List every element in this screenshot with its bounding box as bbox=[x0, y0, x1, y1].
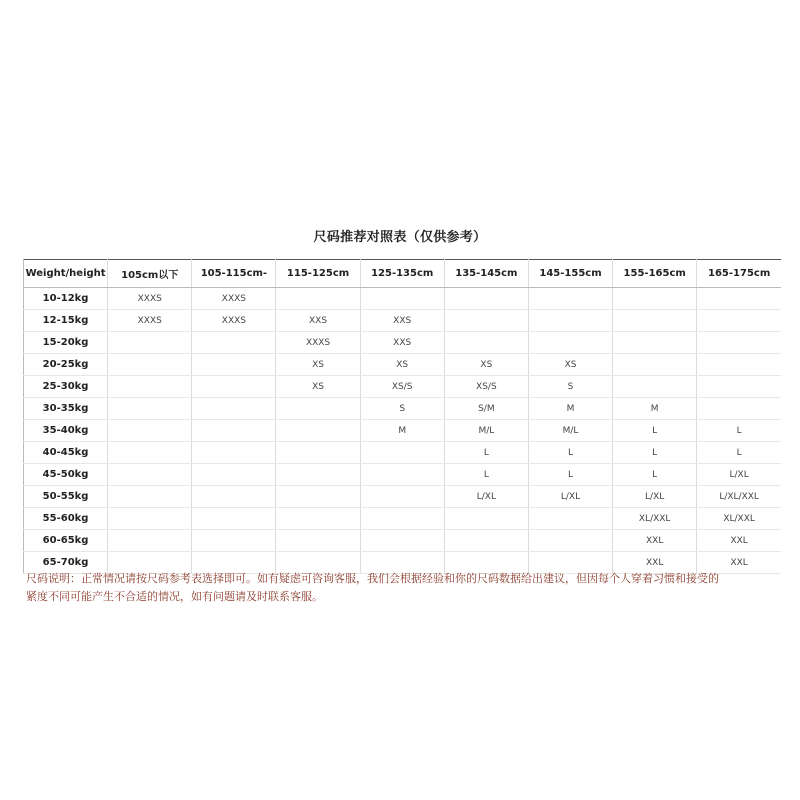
size-cell bbox=[276, 508, 360, 530]
header-height-col: 155-165cm bbox=[613, 260, 697, 288]
size-cell bbox=[108, 442, 192, 464]
weight-cell: 30-35kg bbox=[24, 398, 108, 420]
size-cell: XS bbox=[276, 354, 360, 376]
size-cell: XS/S bbox=[444, 376, 528, 398]
size-cell bbox=[528, 508, 612, 530]
weight-cell: 35-40kg bbox=[24, 420, 108, 442]
size-cell bbox=[192, 332, 276, 354]
size-cell: L/XL bbox=[613, 486, 697, 508]
table-row bbox=[24, 486, 782, 508]
size-cell bbox=[192, 420, 276, 442]
header-height-col: 165-175cm bbox=[697, 260, 781, 288]
size-cell bbox=[108, 530, 192, 552]
size-cell: M bbox=[528, 398, 612, 420]
table-row bbox=[24, 354, 782, 376]
size-cell bbox=[528, 530, 612, 552]
size-cell: L bbox=[444, 464, 528, 486]
size-cell: L bbox=[528, 442, 612, 464]
header-weight-height: Weight/height bbox=[24, 260, 108, 288]
size-cell bbox=[528, 332, 612, 354]
size-cell: XXXS bbox=[276, 332, 360, 354]
size-cell: XXXS bbox=[108, 310, 192, 332]
size-cell bbox=[108, 398, 192, 420]
size-cell: XS bbox=[528, 354, 612, 376]
table-row bbox=[24, 530, 782, 552]
size-cell: XS bbox=[276, 376, 360, 398]
weight-cell: 50-55kg bbox=[24, 486, 108, 508]
size-cell: L bbox=[528, 464, 612, 486]
size-cell: M bbox=[360, 420, 444, 442]
size-chart-table bbox=[23, 259, 781, 574]
size-cell bbox=[192, 530, 276, 552]
size-cell bbox=[192, 376, 276, 398]
size-cell: L bbox=[613, 464, 697, 486]
size-cell: XXL bbox=[613, 530, 697, 552]
table-row bbox=[24, 376, 782, 398]
size-cell: L/XL/XXL bbox=[697, 486, 781, 508]
size-cell bbox=[528, 288, 612, 310]
size-cell bbox=[360, 288, 444, 310]
size-cell bbox=[528, 310, 612, 332]
size-cell: XXL bbox=[613, 552, 697, 574]
size-cell bbox=[108, 508, 192, 530]
size-cell: XXS bbox=[360, 332, 444, 354]
weight-cell: 60-65kg bbox=[24, 530, 108, 552]
size-cell bbox=[108, 486, 192, 508]
weight-cell: 12-15kg bbox=[24, 310, 108, 332]
size-cell bbox=[360, 442, 444, 464]
size-cell bbox=[697, 354, 781, 376]
size-cell: XXS bbox=[360, 310, 444, 332]
size-cell: XXL bbox=[697, 530, 781, 552]
weight-cell: 55-60kg bbox=[24, 508, 108, 530]
table-row bbox=[24, 398, 782, 420]
size-cell: XS bbox=[444, 354, 528, 376]
size-note-line: 尺码说明：正常情况请按尺码参考表选择即可。如有疑虑可咨询客服，我们会根据经验和你的尺码数据给出建议，但因每个人穿着习惯和接受的 bbox=[26, 572, 719, 585]
size-cell: XXXS bbox=[108, 288, 192, 310]
size-cell bbox=[192, 508, 276, 530]
size-note bbox=[26, 570, 782, 606]
size-cell: L bbox=[697, 442, 781, 464]
size-cell bbox=[192, 464, 276, 486]
size-cell bbox=[697, 398, 781, 420]
table-row bbox=[24, 288, 782, 310]
size-cell: XL/XXL bbox=[697, 508, 781, 530]
size-cell bbox=[108, 332, 192, 354]
size-cell bbox=[360, 508, 444, 530]
size-cell: L bbox=[613, 420, 697, 442]
size-cell bbox=[192, 442, 276, 464]
size-cell: M/L bbox=[444, 420, 528, 442]
size-cell: XXXS bbox=[192, 288, 276, 310]
table-header-row bbox=[24, 260, 782, 288]
weight-cell: 65-70kg bbox=[24, 552, 108, 574]
size-cell bbox=[192, 398, 276, 420]
size-cell: L/XL bbox=[444, 486, 528, 508]
size-cell bbox=[697, 376, 781, 398]
size-cell bbox=[108, 354, 192, 376]
size-cell bbox=[276, 288, 360, 310]
size-cell bbox=[444, 310, 528, 332]
size-cell: S bbox=[360, 398, 444, 420]
weight-cell: 45-50kg bbox=[24, 464, 108, 486]
size-cell bbox=[276, 464, 360, 486]
size-cell: L/XL bbox=[697, 464, 781, 486]
size-cell: L bbox=[444, 442, 528, 464]
size-cell bbox=[108, 420, 192, 442]
size-cell bbox=[360, 486, 444, 508]
weight-cell: 10-12kg bbox=[24, 288, 108, 310]
size-cell: L/XL bbox=[528, 486, 612, 508]
size-cell bbox=[276, 442, 360, 464]
size-cell bbox=[192, 354, 276, 376]
size-cell bbox=[697, 310, 781, 332]
table-row bbox=[24, 508, 782, 530]
size-cell bbox=[276, 486, 360, 508]
weight-cell: 40-45kg bbox=[24, 442, 108, 464]
weight-cell: 20-25kg bbox=[24, 354, 108, 376]
size-cell bbox=[697, 332, 781, 354]
size-cell bbox=[360, 464, 444, 486]
size-cell bbox=[613, 354, 697, 376]
table-row bbox=[24, 310, 782, 332]
size-cell: M/L bbox=[528, 420, 612, 442]
size-cell: M bbox=[613, 398, 697, 420]
size-cell bbox=[108, 376, 192, 398]
size-cell bbox=[444, 508, 528, 530]
size-cell bbox=[192, 486, 276, 508]
header-height-col: 125-135cm bbox=[360, 260, 444, 288]
size-cell: XXXS bbox=[192, 310, 276, 332]
size-cell: L bbox=[697, 420, 781, 442]
size-cell: XS/S bbox=[360, 376, 444, 398]
table-row bbox=[24, 442, 782, 464]
size-cell bbox=[444, 530, 528, 552]
size-cell bbox=[276, 420, 360, 442]
weight-cell: 25-30kg bbox=[24, 376, 108, 398]
page-title: 尺码推荐对照表（仅供参考） bbox=[313, 230, 487, 245]
size-cell: XL/XXL bbox=[613, 508, 697, 530]
header-height-col: 135-145cm bbox=[444, 260, 528, 288]
size-cell bbox=[444, 288, 528, 310]
header-height-col: 105-115cm- bbox=[192, 260, 276, 288]
header-height-col: 105cm以下 bbox=[108, 260, 192, 288]
size-cell: L bbox=[613, 442, 697, 464]
header-height-col: 145-155cm bbox=[528, 260, 612, 288]
size-cell bbox=[697, 288, 781, 310]
size-cell bbox=[360, 530, 444, 552]
size-cell bbox=[613, 332, 697, 354]
size-cell bbox=[613, 310, 697, 332]
size-cell bbox=[613, 376, 697, 398]
table-row bbox=[24, 464, 782, 486]
size-cell: S/M bbox=[444, 398, 528, 420]
size-cell bbox=[444, 332, 528, 354]
weight-cell: 15-20kg bbox=[24, 332, 108, 354]
size-cell bbox=[108, 464, 192, 486]
size-cell: XXS bbox=[276, 310, 360, 332]
size-cell: XS bbox=[360, 354, 444, 376]
size-cell bbox=[276, 530, 360, 552]
header-height-col: 115-125cm bbox=[276, 260, 360, 288]
size-cell bbox=[613, 288, 697, 310]
table-row bbox=[24, 420, 782, 442]
table-row bbox=[24, 332, 782, 354]
size-cell: S bbox=[528, 376, 612, 398]
size-note-line: 紧度不同可能产生不合适的情况，如有问题请及时联系客服。 bbox=[26, 590, 323, 603]
size-cell: XXL bbox=[697, 552, 781, 574]
size-cell bbox=[276, 398, 360, 420]
